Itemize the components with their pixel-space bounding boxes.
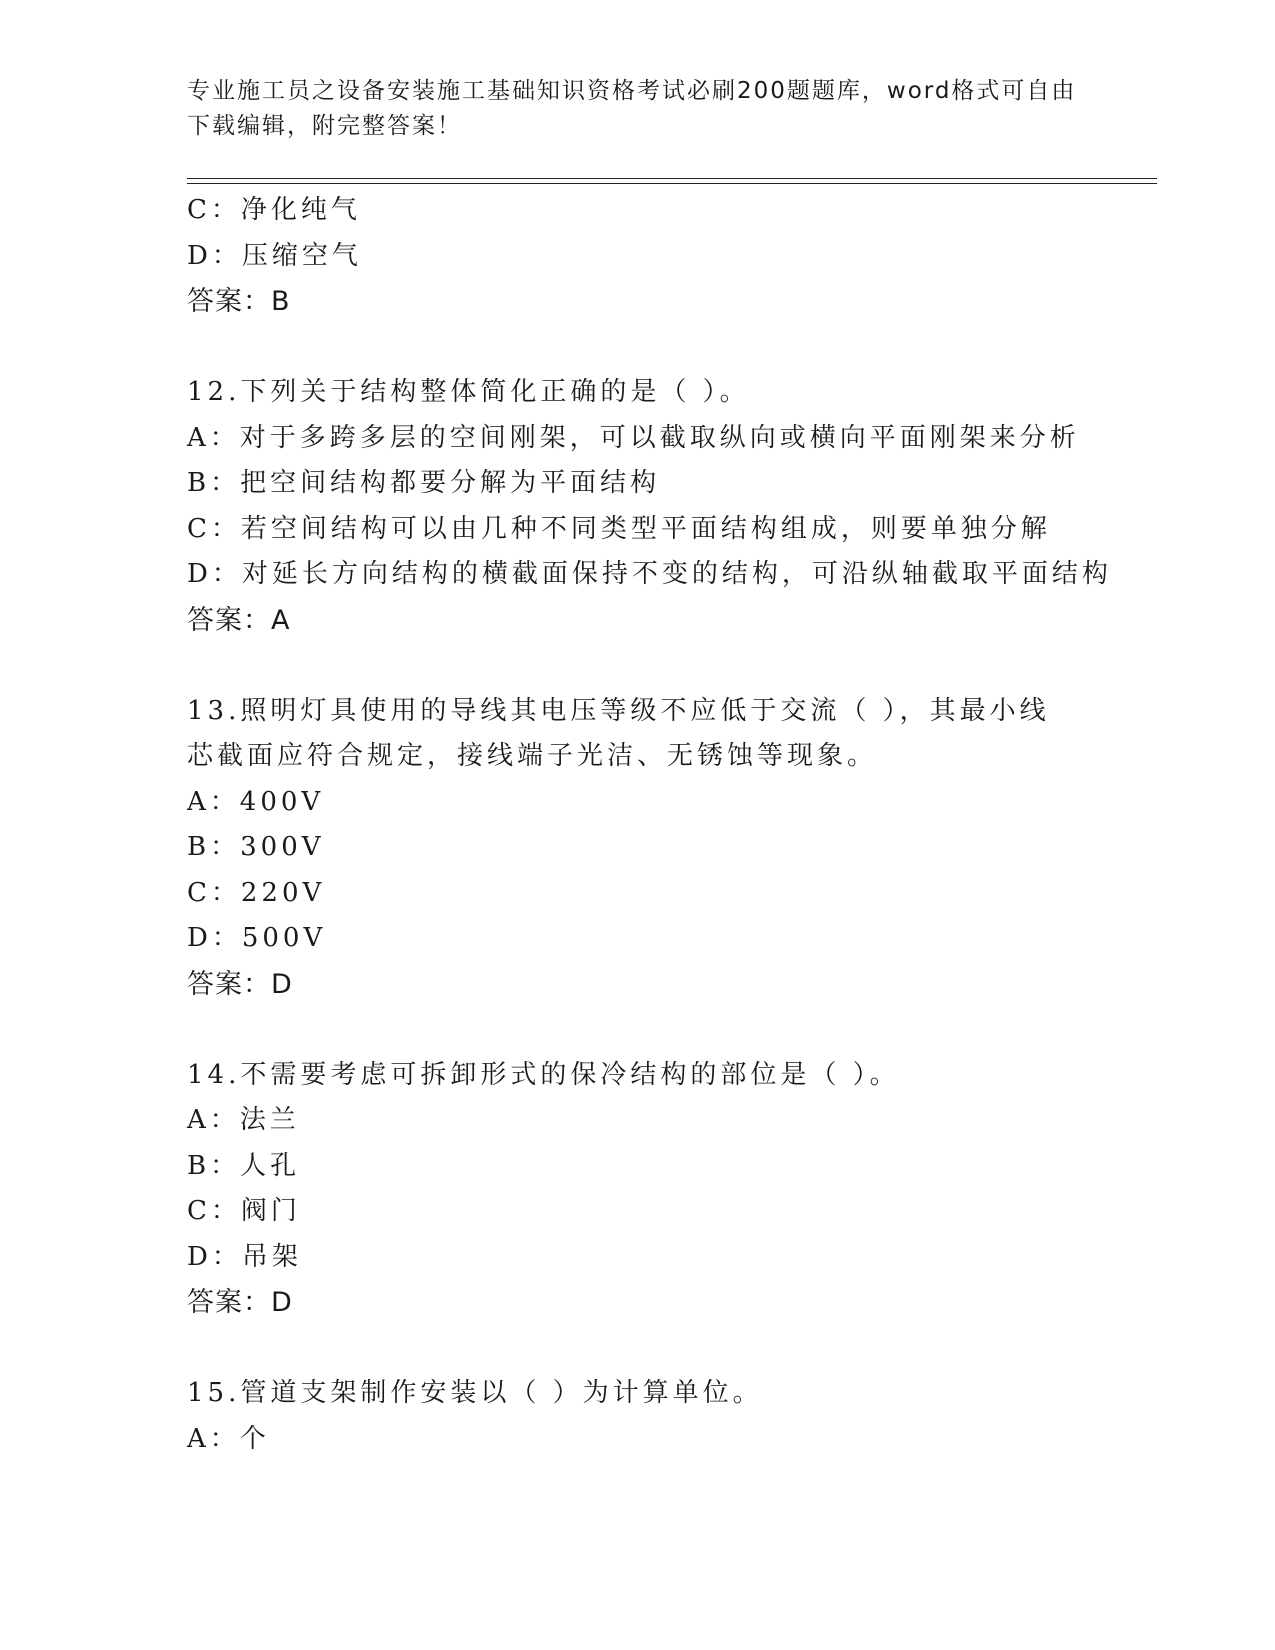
answer: 答案：D: [187, 968, 293, 1000]
option-b: B：把空间结构都要分解为平面结构: [187, 468, 661, 498]
spacer: [187, 1326, 1157, 1372]
option-a: A：对于多跨多层的空间刚架，可以截取纵向或横向平面刚架来分析: [187, 422, 1080, 453]
question-stem: 13.照明灯具使用的导线其电压等级不应低于交流（ ），其最小线芯截面应符合规定，接线端子光洁、无锈蚀等现象。: [187, 695, 1050, 771]
answer: 答案：A: [187, 604, 291, 636]
option-c: C：220V: [187, 877, 326, 908]
question-list: [187, 188, 1157, 1462]
option-c: C：若空间结构可以由几种不同类型平面结构组成，则要单独分解: [187, 513, 1051, 544]
question-15: [187, 1371, 1157, 1462]
answer: 答案：D: [187, 1287, 293, 1318]
option-c: C：净化纯气: [187, 195, 361, 225]
question-stem: 15.管道支架制作安装以（ ）为计算单位。: [187, 1378, 763, 1408]
question-12: [187, 370, 1157, 643]
option-a: A：400V: [187, 786, 325, 817]
option-a: A：个: [187, 1423, 270, 1454]
option-b: B：人孔: [187, 1150, 301, 1181]
question-11: [187, 188, 1157, 325]
option-d: D：压缩空气: [187, 240, 362, 271]
spacer: [187, 325, 1157, 371]
question-13: [187, 689, 1157, 1008]
header-line-1: 专业施工员之设备安装施工基础知识资格考试必刷200题题库，word格式可自由: [187, 78, 1077, 104]
option-d: D：500V: [187, 923, 327, 953]
header-divider-bottom: [187, 183, 1157, 184]
question-stem: 12.下列关于结构整体简化正确的是（ ）。: [187, 377, 750, 407]
header-line-2: 下载编辑，附完整答案！: [187, 113, 462, 139]
header-divider-top: [187, 178, 1157, 179]
spacer: [187, 1007, 1157, 1053]
question-14: [187, 1053, 1157, 1326]
document-header: [187, 74, 1087, 144]
option-b: B：300V: [187, 832, 325, 862]
option-c: C：阀门: [187, 1196, 301, 1226]
option-d: D：吊架: [187, 1241, 302, 1272]
option-a: A：法兰: [187, 1105, 300, 1135]
answer: 答案：B: [187, 286, 291, 317]
question-stem: 14.不需要考虑可拆卸形式的保冷结构的部位是（ ）。: [187, 1059, 900, 1090]
spacer: [187, 643, 1157, 689]
option-d: D：对延长方向结构的横截面保持不变的结构，可沿纵轴截取平面结构: [187, 559, 1112, 589]
